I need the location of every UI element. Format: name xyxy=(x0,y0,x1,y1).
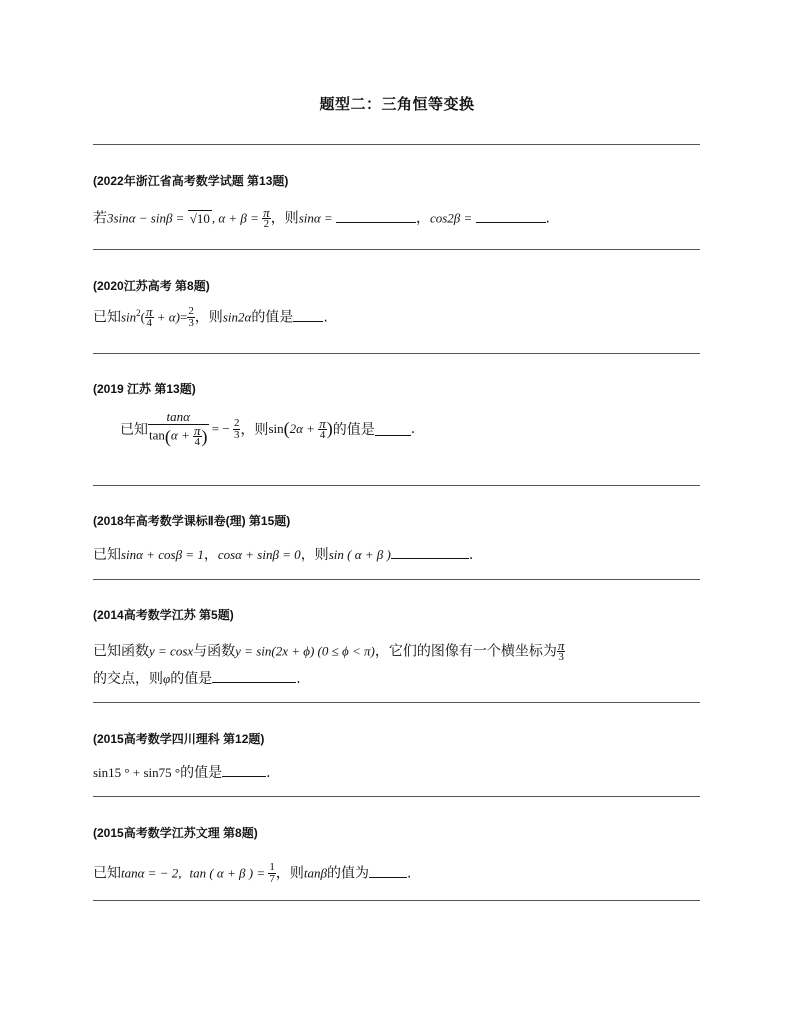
text: 的交点，则 xyxy=(93,671,163,687)
text: 已知函数 xyxy=(93,643,149,660)
divider xyxy=(93,353,700,354)
problem-1 xyxy=(93,207,550,230)
text: . xyxy=(266,765,271,781)
text: ，则 xyxy=(240,422,269,438)
equation: 3sinα − sinβ = xyxy=(107,210,188,226)
text: ，则 xyxy=(194,309,223,326)
text: ，则 xyxy=(275,865,304,882)
text: 若 xyxy=(93,210,107,227)
problem-2 xyxy=(93,306,328,329)
problem-source: (2014高考数学江苏 第5题) xyxy=(93,608,234,622)
divider xyxy=(93,249,700,250)
problem-source: (2018年高考数学课标Ⅱ卷(理) 第15题) xyxy=(93,514,291,528)
equation: 2α + xyxy=(289,421,319,436)
paren: ( xyxy=(140,309,146,325)
equation: tanα = − 2, xyxy=(121,865,182,881)
equals: = − xyxy=(208,421,233,436)
equation: tanβ xyxy=(303,865,327,881)
equals: = xyxy=(179,309,188,325)
fraction: $\frac{\pi}{4}$ xyxy=(146,304,153,329)
divider xyxy=(93,144,700,145)
divider xyxy=(93,900,700,901)
problem-3: 已知 tanα tan(α + $\frac{\pi}{4}$ ) = − $\frac{2}{3}$ ，则sin(2α + $\frac{\pi}{4}$ )的值是 . xyxy=(120,409,416,448)
equation: φ xyxy=(163,671,171,686)
fraction: $\frac{1}{7}$ xyxy=(269,861,275,885)
text: . xyxy=(410,421,416,437)
answer-blank[interactable] xyxy=(222,764,266,777)
equation: tan ( α + β ) = xyxy=(189,865,269,881)
equation: sinα = xyxy=(298,210,336,226)
equation: sin15 ° + sin75 ° xyxy=(93,765,181,780)
problem-7 xyxy=(93,862,411,885)
divider xyxy=(93,796,700,797)
problem-5-continued xyxy=(93,668,301,688)
equation: sin ( α + β ) xyxy=(328,547,391,562)
problem-source: (2015高考数学江苏文理 第8题) xyxy=(93,826,258,840)
text: ， xyxy=(415,210,430,227)
exponent: 2 xyxy=(136,307,141,318)
problem-5 xyxy=(93,640,565,663)
text: 已知 xyxy=(120,422,148,438)
problem-source: (2015高考数学四川理科 第12题) xyxy=(93,732,265,746)
problem-source: (2020江苏高考 第8题) xyxy=(93,279,210,293)
problem-4 xyxy=(93,544,473,564)
answer-blank[interactable] xyxy=(212,670,296,683)
equation: , α + β = xyxy=(211,210,263,226)
answer-blank[interactable] xyxy=(336,210,416,223)
fraction: $\frac{\pi}{3}$ xyxy=(557,638,565,663)
answer-blank[interactable] xyxy=(369,865,407,878)
answer-blank[interactable] xyxy=(476,210,546,223)
text: . xyxy=(545,210,550,227)
equation: cos2β = xyxy=(429,210,476,226)
text: . xyxy=(406,865,412,882)
equation: sin xyxy=(121,309,137,325)
text: 的值是 xyxy=(251,309,294,326)
text: 与函数 xyxy=(193,643,236,660)
equation: sin2α xyxy=(222,309,252,325)
text: 已知 xyxy=(93,865,121,882)
fraction: $\frac{\pi}{4}$ xyxy=(319,415,326,441)
equation: y = sin(2x + ϕ) (0 ≤ ϕ < π) xyxy=(235,643,375,659)
text: 已知 xyxy=(93,547,121,563)
fraction: $\frac{2}{3}$ xyxy=(233,416,240,441)
equation: sinα + cosβ = 1 xyxy=(121,547,204,562)
fraction: tanα tan(α + $\frac{\pi}{4}$ ) xyxy=(149,409,208,448)
divider xyxy=(93,485,700,486)
text: . xyxy=(296,671,301,687)
text: ， xyxy=(203,547,218,563)
equation: + α) xyxy=(153,309,180,325)
answer-blank[interactable] xyxy=(293,309,323,322)
text: 的值是 xyxy=(180,765,223,781)
fraction: $\frac{\pi}{2}$ xyxy=(263,205,270,230)
divider xyxy=(93,579,700,580)
equation: y = cosx xyxy=(149,643,194,659)
answer-blank[interactable] xyxy=(391,546,469,559)
text: . xyxy=(323,309,328,326)
text: . xyxy=(468,547,474,563)
answer-blank[interactable] xyxy=(375,423,411,436)
text: 已知 xyxy=(93,309,121,326)
equation: sin xyxy=(268,421,284,436)
sqrt: √10 xyxy=(189,210,210,226)
problem-6 xyxy=(93,762,271,782)
text: ，则 xyxy=(270,210,299,227)
text: 的值为 xyxy=(326,865,369,882)
fraction: $\frac{2}{3}$ xyxy=(188,305,194,329)
text: ，它们的图像有一个横坐标为 xyxy=(374,643,557,660)
problem-source: (2019 江苏 第13题) xyxy=(93,382,196,396)
divider xyxy=(93,702,700,703)
text: 的值是 xyxy=(332,422,375,438)
text: ，则 xyxy=(300,547,329,563)
equation: cosα + sinβ = 0 xyxy=(217,547,301,562)
text: 的值是 xyxy=(170,671,213,687)
problem-source: (2022年浙江省高考数学试题 第13题) xyxy=(93,174,289,188)
page-title: 题型二：三角恒等变换 xyxy=(319,95,475,113)
